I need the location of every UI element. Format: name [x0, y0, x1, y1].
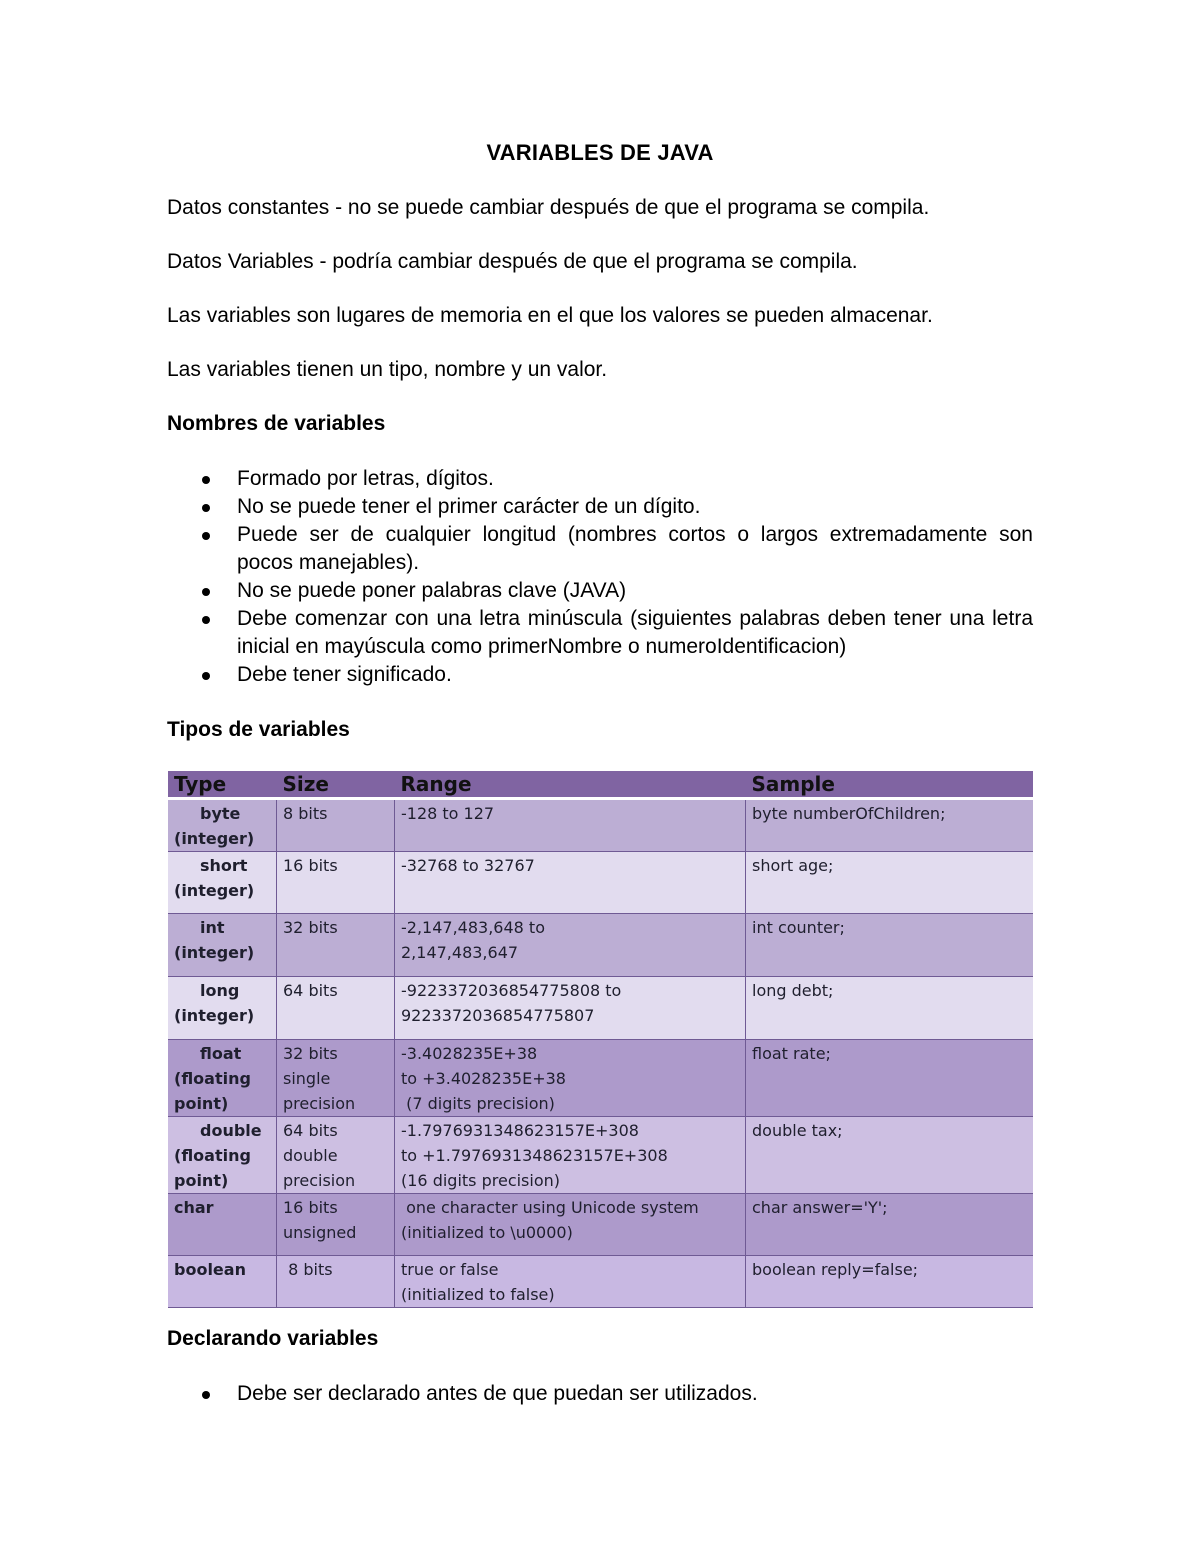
column-header-sample: Sample [746, 771, 1034, 799]
column-header-range: Range [395, 771, 746, 799]
range-cell [395, 799, 746, 852]
type-cell [168, 799, 277, 852]
type-cell [168, 914, 277, 977]
range-line: -3.4028235E+38 [401, 1044, 538, 1063]
range-line: -1.7976931348623157E+308 [401, 1121, 639, 1140]
sample-cell: byte numberOfChildren; [746, 799, 1034, 852]
size-cell [277, 852, 395, 914]
size-cell [277, 1040, 395, 1117]
declaring-rules-list [167, 1380, 1033, 1408]
type-cell [168, 977, 277, 1040]
table-row [168, 914, 1033, 977]
size-cell [277, 1117, 395, 1194]
list-item: No se puede poner palabras clave (JAVA) [167, 577, 1033, 605]
table-row [168, 977, 1033, 1040]
list-item: Puede ser de cualquier longitud (nombres cortos o largos extremadamente son pocos manejables). [167, 521, 1033, 577]
table-row [168, 1117, 1033, 1194]
sample-cell: short age; [746, 852, 1034, 914]
type-category: (integer) [174, 881, 255, 900]
paragraph-type-name-value: Las variables tienen un tipo, nombre y un valor. [167, 358, 608, 381]
range-line: to +3.4028235E+38 [401, 1069, 566, 1088]
range-cell [395, 852, 746, 914]
section-heading-naming: Nombres de variables [167, 412, 386, 435]
range-cell [395, 1117, 746, 1194]
type-category: (integer) [174, 1006, 255, 1025]
type-name: short [200, 856, 248, 875]
range-cell [395, 1040, 746, 1117]
table-row [168, 799, 1033, 852]
paragraph-variable-data: Datos Variables - podría cambiar después de que el programa se compila. [167, 250, 858, 273]
paragraph-memory-locations: Las variables son lugares de memoria en el que los valores se pueden almacenar. [167, 304, 933, 327]
section-heading-declaring: Declarando variables [167, 1327, 379, 1350]
range-line: (7 digits precision) [401, 1094, 555, 1113]
column-header-size: Size [277, 771, 395, 799]
type-cell [168, 1040, 277, 1117]
section-heading-types: Tipos de variables [167, 718, 350, 741]
type-category: (floating point) [174, 1146, 251, 1190]
sample-cell: long debt; [746, 977, 1034, 1040]
range-line: -9223372036854775808 to [401, 981, 622, 1000]
size-line: 64 bits [283, 981, 338, 1000]
sample-cell: int counter; [746, 914, 1034, 977]
type-name: boolean [174, 1260, 246, 1279]
naming-rules-list [167, 465, 1033, 689]
sample-cell: char answer='Y'; [746, 1194, 1034, 1256]
type-name: long [200, 981, 240, 1000]
list-item: Formado por letras, dígitos. [167, 465, 1033, 493]
size-line: 32 bits [283, 918, 338, 937]
sample-cell: boolean reply=false; [746, 1256, 1034, 1308]
size-line: 16 bits [283, 856, 338, 875]
list-item: Debe tener significado. [167, 661, 1033, 689]
sample-cell: float rate; [746, 1040, 1034, 1117]
type-category: (integer) [174, 943, 255, 962]
paragraph-constant-data: Datos constantes - no se puede cambiar después de que el programa se compila. [167, 196, 930, 219]
type-name: int [200, 918, 225, 937]
size-cell [277, 1194, 395, 1256]
range-line: true or false [401, 1260, 499, 1279]
variable-types-table [168, 771, 1033, 1308]
column-header-type: Type [168, 771, 277, 799]
range-line: -2,147,483,648 to [401, 918, 545, 937]
size-line: single [283, 1069, 331, 1088]
size-line: 32 bits [283, 1044, 338, 1063]
size-line: 8 bits [283, 804, 328, 823]
range-line: (initialized to \u0000) [401, 1223, 573, 1242]
type-name: byte [200, 804, 241, 823]
range-line: 9223372036854775807 [401, 1006, 595, 1025]
table-row [168, 1194, 1033, 1256]
table-row [168, 852, 1033, 914]
size-cell [277, 1256, 395, 1308]
size-line: precision [283, 1171, 356, 1190]
size-line: precision [283, 1094, 356, 1113]
size-cell [277, 977, 395, 1040]
range-cell [395, 1256, 746, 1308]
range-cell [395, 914, 746, 977]
type-cell [168, 1256, 277, 1308]
range-cell [395, 1194, 746, 1256]
type-category: (floating point) [174, 1069, 251, 1113]
range-line: -128 to 127 [401, 804, 495, 823]
page-title: VARIABLES DE JAVA [486, 140, 714, 165]
range-line: (initialized to false) [401, 1285, 555, 1304]
table-header-row [168, 771, 1033, 799]
type-cell [168, 852, 277, 914]
type-cell [168, 1117, 277, 1194]
list-item: Debe ser declarado antes de que puedan ser utilizados. [167, 1380, 1033, 1408]
table-row [168, 1040, 1033, 1117]
table-row [168, 1256, 1033, 1308]
list-item: No se puede tener el primer carácter de un dígito. [167, 493, 1033, 521]
type-category: (integer) [174, 829, 255, 848]
type-cell [168, 1194, 277, 1256]
size-line: double [283, 1146, 338, 1165]
sample-cell: double tax; [746, 1117, 1034, 1194]
range-cell [395, 977, 746, 1040]
range-line: (16 digits precision) [401, 1171, 561, 1190]
type-name: float [200, 1044, 242, 1063]
range-line: -32768 to 32767 [401, 856, 535, 875]
size-line: 16 bits [283, 1198, 338, 1217]
range-line: 2,147,483,647 [401, 943, 519, 962]
range-line: to +1.7976931348623157E+308 [401, 1146, 668, 1165]
list-item: Debe comenzar con una letra minúscula (siguientes palabras deben tener una letra inicial en mayúscula como primerNombre o numeroIdentificacion) [167, 605, 1033, 661]
type-name: char [174, 1198, 214, 1217]
size-line: 8 bits [283, 1260, 333, 1279]
range-line: one character using Unicode system [401, 1198, 699, 1217]
size-cell [277, 914, 395, 977]
type-name: double [200, 1121, 262, 1140]
size-line: 64 bits [283, 1121, 338, 1140]
size-line: unsigned [283, 1223, 357, 1242]
size-cell [277, 799, 395, 852]
